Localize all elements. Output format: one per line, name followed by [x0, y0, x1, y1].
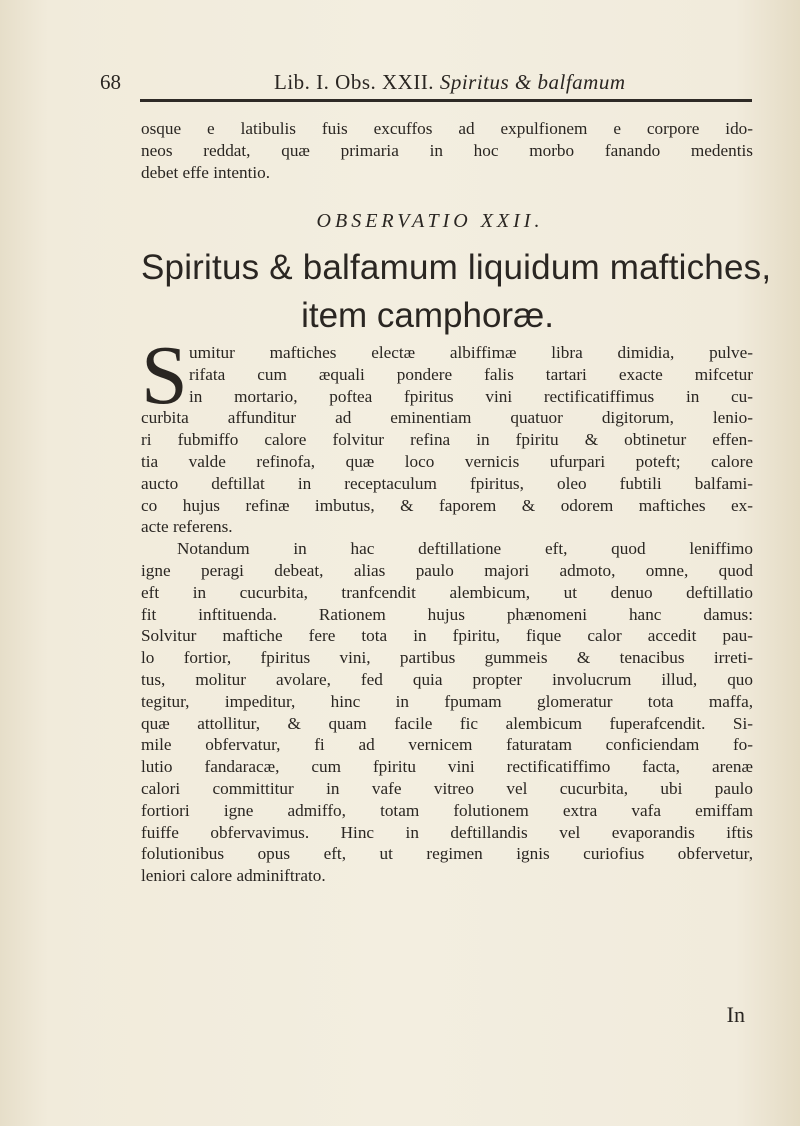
text-line: aucto deftillat in receptaculum fpiritus, oleo fubtili balfami- — [141, 473, 753, 493]
text-line: osque e latibulis fuis excuffos ad expulfionem e corpore ido- — [141, 119, 753, 138]
text-line: tia valde refinofa, quæ loco vernicis ufurpari poteft; calore — [141, 451, 753, 471]
text-line: calori committitur in vafe vitreo vel cucurbita, ubi paulo — [141, 778, 753, 798]
text-line: fit inftituenda. Rationem hujus phænomeni hanc damus: — [141, 604, 753, 624]
running-head — [274, 70, 626, 95]
text-line: in mortario, poftea fpiritus vini rectificatiffimus in cu- — [189, 386, 753, 406]
text-line: rifata cum æquali pondere falis tartari exacte mifcetur — [189, 364, 753, 384]
text-line: tegitur, impeditur, hinc in fpumam glomeratur tota maffa, — [141, 691, 753, 711]
text-line: lo fortior, fpiritus vini, partibus gummeis & tenacibus irreti- — [141, 648, 753, 668]
observation-title: OBSERVATIO XXII. — [316, 210, 544, 232]
text-line: curbita affunditur ad eminentiam quatuor digitorum, lenio- — [141, 408, 753, 428]
text-line: lutio fandaracæ, cum fpiritu vini rectificatiffimo facta, arenæ — [141, 757, 753, 777]
page-number: 68 — [100, 70, 121, 94]
text-line: co hujus refinæ imbutus, & faporem & odorem maftiches ex- — [141, 495, 753, 515]
header-rule — [140, 99, 752, 102]
text-line: acte referens. — [141, 517, 233, 537]
text-line: leniori calore adminiftrato. — [141, 866, 326, 886]
running-head-book-obs: Lib. I. Obs. XXII. — [274, 70, 435, 94]
text-line: igne peragi debeat, alias paulo majori admoto, omne, quod — [141, 560, 753, 580]
text-line: ri fubmiffo calore folvitur refina in fpiritu & obtinetur effen- — [141, 430, 753, 450]
text-line: tus, molitur avolare, fed quia propter involucrum illud, quo — [141, 669, 753, 689]
body-text — [141, 329, 753, 887]
catchword: In — [726, 1002, 745, 1027]
text-line: Solvitur maftiche fere tota in fpiritu, fique calor accedit pau- — [141, 626, 753, 646]
text-line: Notandum in hac deftillatione eft, quod leniffimo — [177, 539, 753, 559]
drop-cap: S — [141, 329, 188, 422]
running-header — [100, 70, 745, 100]
text-line: debet effe intentio. — [141, 162, 271, 182]
running-head-subject: Spiritus & balfamum — [439, 70, 626, 94]
text-line: fortiori igne admiffo, totam folutionem extra vafa emiffam — [141, 800, 753, 820]
section-heading-line-2: item camphoræ. — [301, 296, 554, 335]
section-heading-line-1: Spiritus & balfamum liquidum maftiches, — [141, 248, 772, 287]
text-line: quæ attollitur, & quam facile fic alembicum fuperafcendit. Si- — [141, 713, 753, 733]
text-line: fuiffe obfervavimus. Hinc in deftillandis vel evaporandis iftis — [141, 822, 753, 842]
text-line: folutionibus opus eft, ut regimen ignis curiofius obfervetur, — [141, 844, 753, 864]
text-line: eft in cucurbita, tranfcendit alembicum, ut denuo deftillatio — [141, 582, 753, 602]
text-line: umitur maftiches electæ albiffimæ libra dimidia, pulve- — [189, 343, 753, 362]
intro-paragraph — [141, 118, 753, 183]
text-line: neos reddat, quæ primaria in hoc morbo fanando medentis — [141, 140, 753, 160]
text-line: mile obfervatur, fi ad vernicem faturatam conficiendam fo- — [141, 735, 753, 755]
